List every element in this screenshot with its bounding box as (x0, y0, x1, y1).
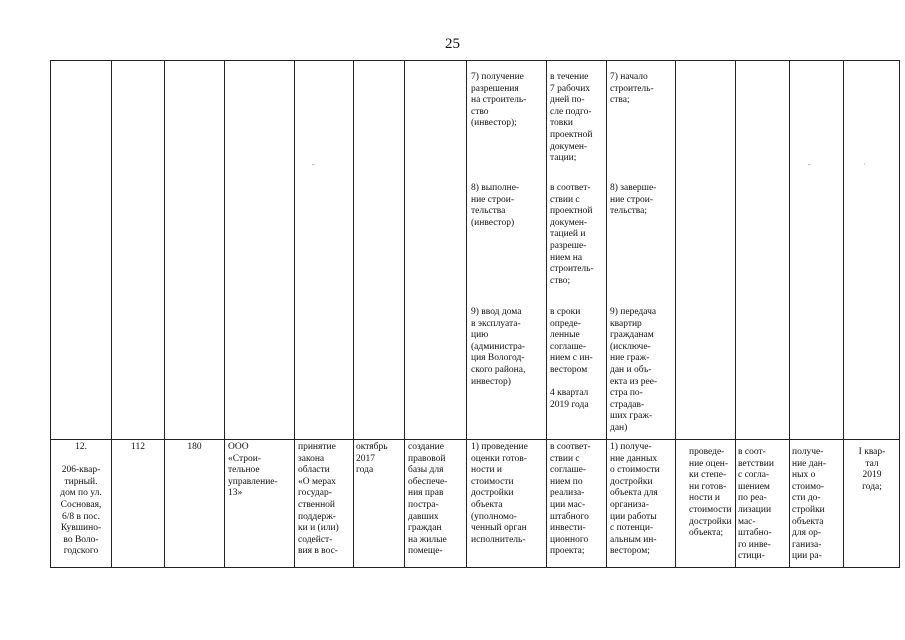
table-cell: 1) получе- ние данных о стоимости достройки объекта для организа- ции работы с потенци- альным ин- вестором; (610, 442, 660, 557)
table-cell: I квар- тал 2019 года; (858, 447, 886, 492)
table-cell: 8) заверше- ние строи- тельства; (610, 183, 657, 217)
scan-mark: - (312, 160, 315, 169)
document-table (50, 60, 900, 568)
table-cell: создание правовой базы для обеспече- ния прав постра- давших граждан на жилые помеще- (408, 442, 448, 557)
scan-mark: · (863, 160, 866, 169)
table-cell: в соответ- ствии с проектной докумен- тацией и разреше- нием на строитель- ство; (550, 183, 594, 286)
table-cell: 7) получение разрешения на строитель- ство (инвестор); (471, 72, 527, 129)
table-cell: 12. 206-квар- тирный. дом по ул. Сосновая, 6/8 в пос. Кувшино- во Воло- годского (60, 442, 102, 557)
table-cell: принятие закона области «О мерах государ- ственной поддерж- ки и (или) содейст- вия в вос- (298, 442, 339, 557)
table-cell: получе- ние дан- ных о стоимо- сти до- стройки объекта для ор- ганиза- ции ра- (792, 447, 827, 562)
table-cell: ООО «Строи- тельное управление- 13» (228, 442, 278, 499)
table-cell: 180 (187, 442, 202, 452)
table-cell: в соот- ветствии с согла- шением по реа- лизации мас- штабно- го инве- стици- (738, 447, 774, 562)
table-cell: 8) выполне- ние строи- тельства (инвестор) (471, 183, 520, 228)
table-cell: 1) проведение оценки готов- ности и стоимости достройки объекта (уполномо- ченный орган исполнитель- (471, 442, 528, 545)
table-cell: 7) начало строитель- ства; (610, 72, 654, 106)
table-cell: октябрь 2017 года (356, 442, 388, 476)
table-cell: проведе- ние оцен- ки степе- ни готов- ности и стоимости достройки объекта; (689, 447, 732, 539)
table-cell: в соответ- ствии с соглаше- нием по реализа- ции мас- штабного инвести- ционного проекта; (550, 442, 591, 557)
page-number: 25 (445, 36, 460, 52)
table-cell: 112 (131, 442, 145, 452)
table-cell: в сроки опреде- ленные соглаше- нием с ин- вестором 4 квартал 2019 года (550, 307, 593, 410)
scan-mark: - (808, 160, 811, 169)
table-cell: в течение 7 рабочих дней по- сле подго- товки проектной докумен- тации; (550, 72, 593, 164)
table-cell: 9) передача квартир гражданам (исключе- ние граж- дан и объ- екта из рее- стра по- страдав- ших граж- дан) (610, 307, 658, 433)
table-cell: 9) ввод дома в эксплуата- цию (администра- ция Вологод- ского района, инвестор) (471, 307, 526, 387)
